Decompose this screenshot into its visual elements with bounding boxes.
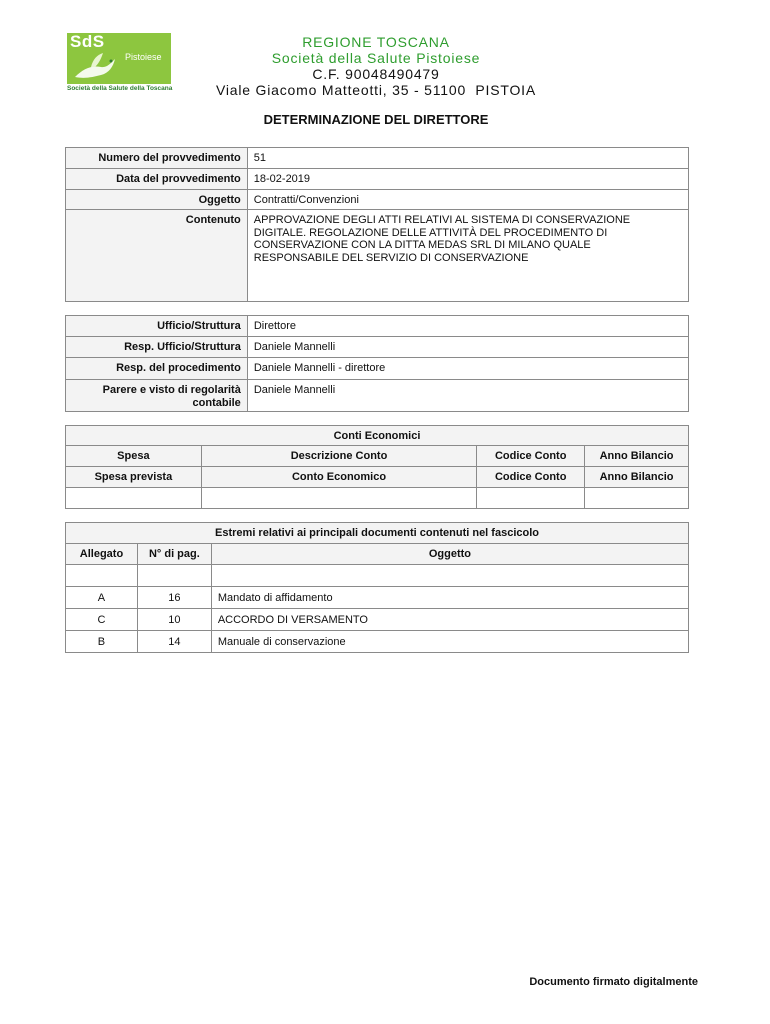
table-row	[66, 190, 689, 210]
oggetto-label: Oggetto	[66, 190, 248, 210]
table-row	[66, 488, 689, 509]
table-row	[66, 446, 689, 467]
empty-cell	[211, 565, 688, 587]
table-row	[66, 565, 689, 587]
pagine-cell: 14	[137, 631, 211, 653]
table-row	[66, 148, 689, 169]
region-name: REGIONE TOSCANA	[302, 34, 450, 50]
table-row	[66, 316, 689, 337]
logo-sds: SdS	[70, 33, 105, 51]
table-row	[66, 358, 689, 380]
estremi-table	[65, 522, 689, 653]
table-row	[66, 210, 689, 302]
header-codice-conto-2: Codice Conto	[477, 467, 585, 488]
data-label: Data del provvedimento	[66, 169, 248, 190]
header-oggetto: Oggetto	[211, 544, 688, 565]
organization-name: Società della Salute Pistoiese	[271, 50, 481, 66]
allegato-cell: C	[66, 609, 138, 631]
data-value: 18-02-2019	[247, 169, 688, 190]
ufficio-value: Direttore	[247, 316, 688, 337]
empty-cell	[66, 488, 202, 509]
oggetto-cell: Manuale di conservazione	[211, 631, 688, 653]
empty-cell	[137, 565, 211, 587]
numero-value: 51	[247, 148, 688, 169]
resp-ufficio-value: Daniele Mannelli	[247, 337, 688, 358]
table-row	[66, 544, 689, 565]
header-conto-economico: Conto Economico	[201, 467, 477, 488]
table-row	[66, 631, 689, 653]
address: Viale Giacomo Matteotti, 35 - 51100 PISTOIA	[215, 82, 536, 98]
header-anno-bilancio: Anno Bilancio	[585, 446, 689, 467]
header-descrizione-conto: Descrizione Conto	[201, 446, 477, 467]
resp-procedimento-value: Daniele Mannelli - direttore	[247, 358, 688, 380]
pagine-cell: 10	[137, 609, 211, 631]
header-spesa-prevista: Spesa prevista	[66, 467, 202, 488]
table-row	[66, 426, 689, 446]
logo-badge	[67, 33, 171, 84]
oggetto-cell: ACCORDO DI VERSAMENTO	[211, 609, 688, 631]
logo	[67, 33, 172, 95]
digital-signature-note: Documento firmato digitalmente	[529, 976, 698, 988]
empty-cell	[477, 488, 585, 509]
ufficio-label: Ufficio/Struttura	[66, 316, 248, 337]
contenuto-label: Contenuto	[66, 210, 248, 302]
allegato-cell: B	[66, 631, 138, 653]
table-row	[66, 467, 689, 488]
parere-value: Daniele Mannelli	[247, 380, 688, 412]
pagine-cell: 16	[137, 587, 211, 609]
empty-cell	[585, 488, 689, 509]
empty-cell	[66, 565, 138, 587]
logo-pistoiese: Pistoiese	[125, 52, 162, 62]
header-codice-conto: Codice Conto	[477, 446, 585, 467]
logo-caption: Società della Salute della Toscana	[67, 85, 173, 92]
allegato-cell: A	[66, 587, 138, 609]
table-row	[66, 609, 689, 631]
fiscal-code: C.F. 90048490479	[312, 66, 440, 82]
table-row	[66, 587, 689, 609]
provvedimento-table	[65, 147, 689, 302]
numero-label: Numero del provvedimento	[66, 148, 248, 169]
ufficio-table	[65, 315, 689, 412]
table-row	[66, 337, 689, 358]
oggetto-value: Contratti/Convenzioni	[247, 190, 688, 210]
table-row	[66, 380, 689, 412]
header-num-pagine: N° di pag.	[137, 544, 211, 565]
conti-title: Conti Economici	[66, 426, 689, 446]
estremi-title: Estremi relativi ai principali documenti contenuti nel fascicolo	[66, 523, 689, 544]
document-title: DETERMINAZIONE DEL DIRETTORE	[263, 112, 489, 127]
contenuto-value: APPROVAZIONE DEGLI ATTI RELATIVI AL SISTEMA DI CONSERVAZIONE DIGITALE. REGOLAZIONE DELLE ATTIVITÀ DEL PROCEDIMENTO DI CONSERVAZIONE CON LA DITTA MEDAS SRL DI MILANO QUALE RESPONSABILE DEL SERVIZIO DI CONSERVAZIONE	[247, 210, 688, 302]
header-spesa: Spesa	[66, 446, 202, 467]
parere-label: Parere e visto di regolarità contabile	[66, 380, 248, 412]
table-row	[66, 169, 689, 190]
bird-icon	[71, 49, 121, 84]
resp-procedimento-label: Resp. del procedimento	[66, 358, 248, 380]
empty-cell	[201, 488, 477, 509]
conti-economici-table	[65, 425, 689, 509]
table-row	[66, 523, 689, 544]
header-allegato: Allegato	[66, 544, 138, 565]
oggetto-cell: Mandato di affidamento	[211, 587, 688, 609]
document-header	[200, 34, 552, 98]
resp-ufficio-label: Resp. Ufficio/Struttura	[66, 337, 248, 358]
header-anno-bilancio-2: Anno Bilancio	[585, 467, 689, 488]
